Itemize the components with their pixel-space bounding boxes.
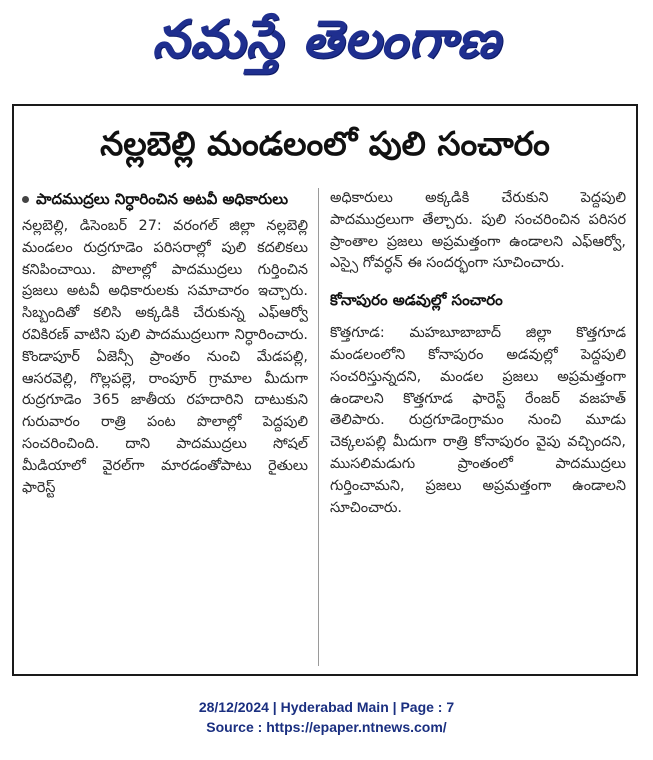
article-headline: నల్లబెల్లి మండలంలో పులి సంచారం — [100, 124, 550, 163]
article-subhead-text: పాదముద్రలు నిర్ధారించిన అటవీ అధికారులు — [36, 190, 289, 208]
source-footer — [0, 697, 653, 737]
article-column-right — [330, 188, 626, 519]
article-column-left — [22, 188, 308, 499]
column-divider — [318, 188, 319, 666]
article-subhead — [22, 188, 308, 210]
masthead-title: నమస్తే తెలంగాణ — [152, 9, 501, 70]
section-heading: కోనాపురం అడవుల్లో సంచారం — [330, 291, 503, 310]
article-body-right-2: కొత్తగూడ: మహబూబాబాద్ జిల్లా కొత్తగూడ మండలంలోని కోనాపురం అడవుల్లో పెద్దపులి సంచరిస్తున్నదని, మండల ప్రజలు అప్రమత్తంగా ఉండాలని కొత్తగూడ ఫారెస్ట్ రేంజర్ వజహత్ తెలిపారు. రుద్రగూడెంగ్రామం నుంచి మూడు చెక్కలపల్లి మీదుగా రాత్రి కోనాపురం వైపు వచ్చిందని, ముసలిమడుగు ప్రాంతంలో పాదముద్రలు గుర్తించామని, ప్రజలు అప్రమత్తంగా ఉండాలని సూచించారు. — [330, 325, 626, 516]
bullet-icon — [22, 196, 29, 203]
article-body-right-1: అధికారులు అక్కడికి చేరుకుని పెద్దపులి పాదముద్రలుగా తేల్చారు. పులి సంచరించిన పరిసర ప్రాంతాల ప్రజలు అప్రమత్తంగా ఉండాలని ఎఫ్ఆర్వో, ఎస్సై గోవర్ధన్ ఈ సందర్భంగా సూచించారు. — [330, 190, 626, 272]
footer-source-link[interactable]: Source : https://epaper.ntnews.com/ — [206, 719, 447, 735]
article-body-left: నల్లబెల్లి, డిసెంబర్ 27: వరంగల్ జిల్లా నల్లబెల్లి మండలం రుద్రగూడెం పరిసరాల్లో పులి కదలికలు కనిపించాయి. పొలాల్లో పాదముద్రలు గుర్తించిన ప్రజలు అటవీ అధికారులకు సమాచారం ఇచ్చారు. సిబ్బందితో కలిసి అక్కడికి చేరుకున్న ఎఫ్ఆర్వో రవికిరణ్ వాటిని పులి పాదముద్రలుగా నిర్ధారించారు. కొండాపూర్ ఏజెన్సీ ప్రాంతం నుంచి మేడపల్లి, ఆసరవెల్లి, గొల్లపల్లె, రాంపూర్ గ్రామాల మీదుగా రుద్రగూడెం 365 జాతీయ రహదారిని దాటుకుని గురువారం రాత్రి పంట పొలాల్లో పెద్దపులి సంచరించింది. దాని పాదముద్రలు సోషల్ మీడియాలో వైరల్‌గా మారడంతోపాటు రైతులు ఫారెస్ట్ — [22, 218, 308, 496]
newspaper-masthead — [0, 0, 653, 92]
news-clipping — [12, 104, 638, 676]
footer-date-edition: 28/12/2024 | Hyderabad Main | Page : 7 — [198, 699, 455, 715]
